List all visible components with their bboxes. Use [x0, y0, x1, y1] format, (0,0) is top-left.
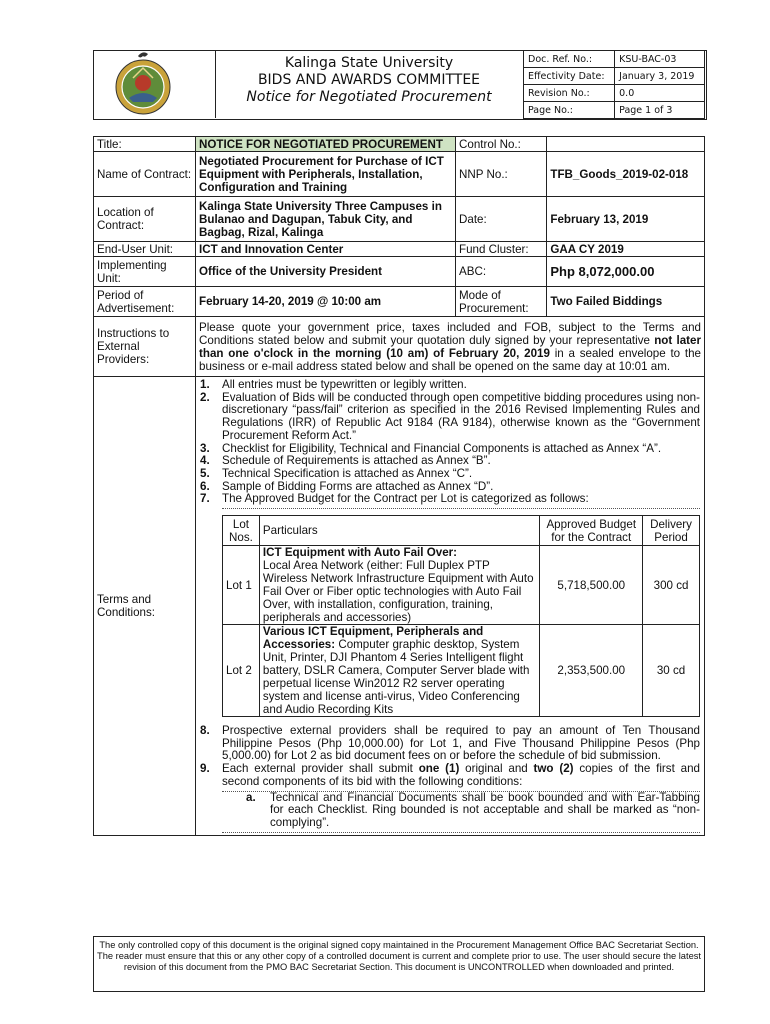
item-text: Technical Specification is attached as Annex “C”.	[222, 466, 473, 480]
title-value: NOTICE FOR NEGOTIATED PROCUREMENT	[196, 137, 456, 152]
list-item	[200, 725, 700, 763]
item-text: Technical and Financial Documents shall be book bounded and with Ear-Tabbing for each Checklist. Ring bounded is not acceptable and shall be marked as “non-complying”.	[270, 790, 700, 829]
page-label: Page No.:	[524, 102, 615, 119]
contract-value: Negotiated Procurement for Purchase of ICT Equipment with Peripherals, Installation, Configuration and Training	[196, 152, 456, 197]
dotted-divider	[222, 508, 700, 509]
location-value: Kalinga State University Three Campuses in Bulanao and Dagupan, Tabuk City, and Bagbag, Rizal, Kalinga	[196, 197, 456, 242]
item-number: 4.	[200, 454, 210, 468]
item-text: All entries must be typewritten or legibly written.	[222, 378, 467, 391]
lot-budget-table	[222, 515, 700, 717]
dotted-divider	[222, 832, 700, 833]
item-number: 5.	[200, 466, 210, 480]
notice-details-table	[93, 136, 705, 836]
abc-label: ABC:	[456, 257, 547, 287]
abc-value: Php 8,072,000.00	[547, 257, 705, 287]
item-text: Checklist for Eligibility, Technical and Financial Components is attached as Annex “A”.	[222, 441, 662, 455]
control-label: Control No.:	[456, 137, 547, 152]
date-value: February 13, 2019	[547, 197, 705, 242]
lot-delivery: 300 cd	[643, 546, 700, 625]
header-title-block	[215, 50, 524, 118]
table-row	[223, 625, 700, 717]
list-item	[200, 792, 700, 830]
lot-heading: ICT Equipment with Auto Fail Over:	[262, 546, 458, 560]
budget-header: Approved Budget for the Contract	[540, 516, 643, 546]
nnp-value: TFB_Goods_2019-02-018	[547, 152, 705, 197]
enduser-value: ICT and Innovation Center	[196, 242, 456, 257]
committee-name: BIDS AND AWARDS COMMITTEE	[257, 72, 481, 88]
revision-value: 0.0	[615, 85, 705, 102]
item-text-bold: one (1)	[418, 762, 460, 776]
nnp-label: NNP No.:	[456, 152, 547, 197]
delivery-header: Delivery Period	[643, 516, 700, 546]
item-number: a.	[246, 790, 256, 804]
lot-heading: Various ICT Equipment, Peripherals and Accessories:	[262, 625, 484, 652]
period-label: Period of Advertisement:	[94, 287, 196, 317]
implementing-value: Office of the University President	[196, 257, 456, 287]
item-text: Sample of Bidding Forms are attached as Annex “D”.	[222, 479, 494, 493]
sub-conditions-list	[200, 792, 700, 830]
instructions-deadline: not later than one o'clock in the morning (10 am) of February 20, 2019	[199, 333, 701, 360]
mode-value: Two Failed Biddings	[547, 287, 705, 317]
fund-label: Fund Cluster:	[456, 242, 547, 257]
location-label: Location of Contract:	[94, 197, 196, 242]
lot-number: Lot 1	[223, 546, 260, 625]
document-control-table	[523, 50, 705, 119]
instructions-part2: in a sealed envelope to the business or e-mail address stated below and shall be opened on the same day at 10:01 am.	[199, 346, 702, 373]
terms-content	[196, 377, 705, 836]
implementing-label: Implementing Unit:	[94, 257, 196, 287]
item-text-bold: two (2)	[533, 762, 574, 776]
item-number: 7.	[200, 492, 210, 506]
instructions-part1: Please quote your government price, taxes included and FOB, subject to the Terms and Conditions stated below and submit your quotation duly signed by your representative	[199, 320, 701, 347]
item-number: 3.	[200, 441, 210, 455]
list-item	[200, 392, 700, 443]
lot-description: Computer graphic desktop, System Unit, Printer, DJI Phantom 4 Series Intelligent flight battery, DSLR Camera, Computer Server blade with perpetual license Win2012 R2 server operating system and license anti-virus, Video Conferencing and Audio Recording Kits	[262, 638, 530, 717]
control-value	[547, 137, 705, 152]
item-number: 1.	[200, 378, 210, 391]
item-number: 2.	[200, 390, 210, 404]
item-number: 8.	[200, 724, 210, 738]
item-text: Evaluation of Bids will be conducted through open competitive bidding procedures using non-discretionary “pass/fail” criterion as specified in the 2016 Revised Implementing Rules and Regulations (IRR) of Republic Act 9184 (RA 9184), otherwise known as the “Government Procurement Reform Act.”	[222, 390, 700, 442]
date-label: Date:	[456, 197, 547, 242]
terms-list	[200, 379, 700, 506]
lot-header: Lot Nos.	[223, 516, 260, 546]
item-text: The Approved Budget for the Contract per Lot is categorized as follows:	[222, 492, 589, 506]
table-row	[223, 546, 700, 625]
lot-number: Lot 2	[223, 625, 260, 717]
university-seal-logo	[93, 50, 216, 118]
lot-budget: 5,718,500.00	[540, 546, 643, 625]
period-value: February 14-20, 2019 @ 10:00 am	[196, 287, 456, 317]
item-text: Each external provider shall submit	[222, 762, 419, 776]
particulars-header: Particulars	[259, 516, 540, 546]
instructions-label: Instructions to External Providers:	[94, 317, 196, 377]
list-item	[200, 493, 700, 506]
lot-budget: 2,353,500.00	[540, 625, 643, 717]
item-text: original and	[459, 762, 534, 776]
lot-particulars	[259, 625, 540, 717]
doc-ref-value: KSU-BAC-03	[615, 51, 705, 68]
lot-particulars	[259, 546, 540, 625]
controlled-copy-footer: The only controlled copy of this document is the original signed copy maintained in the Procurement Management Office BAC Secretariat Section. The reader must ensure that this or any other copy of a controlled document is current and complete prior to use. The user should secure the latest revision of this document from the PMO BAC Secretariat Section. This document is UNCONTROLLED when downloaded and printed.	[93, 936, 705, 992]
doc-ref-label: Doc. Ref. No.:	[524, 51, 615, 68]
item-text: Schedule of Requirements is attached as Annex “B”.	[222, 454, 491, 468]
item-text: Prospective external providers shall be required to pay an amount of Ten Thousand Philippine Pesos (Php 10,000.00) for Lot 1, and Five Thousand Philippine Pesos (Php 5,000.00) for Lot 2 as bid document fees on or before the schedule of bid submission.	[222, 724, 700, 763]
revision-label: Revision No.:	[524, 85, 615, 102]
contract-label: Name of Contract:	[94, 152, 196, 197]
fund-value: GAA CY 2019	[547, 242, 705, 257]
instructions-text	[196, 317, 705, 377]
lot-delivery: 30 cd	[643, 625, 700, 717]
item-number: 6.	[200, 479, 210, 493]
page-value: Page 1 of 3	[615, 102, 705, 119]
terms-list-continued	[200, 725, 700, 789]
item-text: copies of the first and second components of its bid with the following conditions:	[222, 762, 700, 788]
lot-description: Local Area Network (either: Full Duplex PTP Wireless Network Infrastructure Equipment with Auto Fail Over or Fiber optic technologies with Auto Fail Over, with installation, configuration, training, peripherals and accessories)	[262, 559, 534, 625]
effectivity-label: Effectivity Date:	[524, 68, 615, 85]
list-item	[200, 763, 700, 788]
enduser-label: End-User Unit:	[94, 242, 196, 257]
notice-title: Notice for Negotiated Procurement	[246, 89, 492, 105]
mode-label: Mode of Procurement:	[456, 287, 547, 317]
effectivity-value: January 3, 2019	[615, 68, 705, 85]
title-label: Title:	[94, 137, 196, 152]
university-name: Kalinga State University	[284, 55, 454, 71]
item-number: 9.	[200, 762, 210, 776]
terms-label: Terms and Conditions:	[94, 377, 196, 836]
